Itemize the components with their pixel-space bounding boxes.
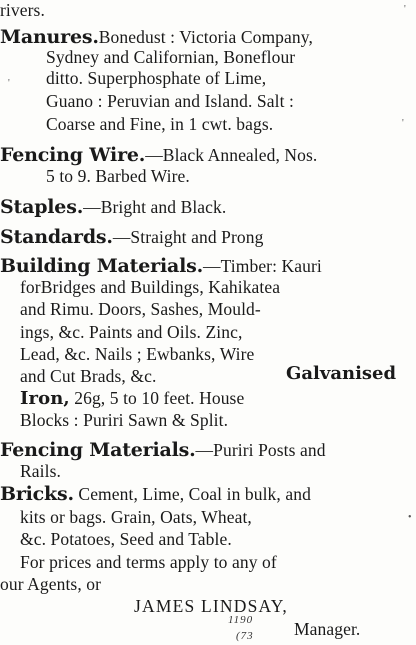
print-speck: '	[8, 78, 10, 89]
faint-stamp-mark: 1190	[228, 614, 254, 626]
staples-line-1: —Bright and Black.	[83, 197, 227, 217]
bricks-line-2: kits or bags. Grain, Oats, Wheat,	[20, 507, 252, 527]
fencing-materials-line-1: —Puriri Posts and	[195, 440, 326, 460]
building-materials-entry	[0, 256, 322, 276]
fencing-wire-line-1: —Black Annealed, Nos.	[145, 145, 318, 165]
standards-heading: Standards.	[0, 226, 113, 248]
fencing-materials-entry	[0, 440, 326, 460]
building-materials-cut-brads: and Cut Brads, &c.	[20, 366, 157, 386]
fencing-wire-heading: Fencing Wire.	[0, 144, 146, 166]
galvanised-label: Galvanised	[286, 363, 397, 384]
signature-name: JAMES LINDSAY,	[134, 596, 288, 616]
manures-heading: Manures.	[0, 26, 99, 48]
manures-line-4: Guano : Peruvian and Island. Salt :	[46, 91, 294, 111]
signature-title: Manager.	[294, 619, 361, 639]
print-speck: •	[408, 512, 412, 523]
building-materials-line-5: Lead, &c. Nails ; Ewbanks, Wire	[20, 344, 255, 364]
standards-entry	[0, 227, 263, 247]
iron-spec: 26g, 5 to 10 feet. House	[74, 388, 245, 408]
building-materials-heading: Building Materials.	[0, 255, 204, 277]
building-materials-line-4: ings, &c. Paints and Oils. Zinc,	[20, 322, 243, 342]
building-materials-line-1: —Timber: Kauri	[203, 256, 322, 276]
fencing-materials-line-2: Rails.	[20, 461, 61, 481]
manures-line-2: Sydney and Californian, Boneflour	[46, 47, 296, 67]
building-materials-line-2: forBridges and Buildings, Kahikatea	[20, 277, 281, 297]
manures-line-5: Coarse and Fine, in 1 cwt. bags.	[46, 114, 274, 134]
faint-stamp-mark: (73	[236, 630, 254, 642]
bricks-heading: Bricks.	[0, 483, 74, 505]
building-materials-line-3: and Rimu. Doors, Sashes, Mould-	[20, 299, 261, 319]
building-materials-line-6	[20, 366, 156, 386]
iron-label: Iron,	[20, 388, 70, 409]
continuation-text: rivers.	[0, 0, 45, 20]
fencing-materials-heading: Fencing Materials.	[0, 439, 196, 461]
print-speck: '	[404, 4, 406, 15]
bricks-line-3: &c. Potatoes, Seed and Table.	[20, 529, 232, 549]
manures-line-1: Bonedust : Victoria Company,	[98, 27, 313, 47]
standards-line-1: —Straight and Prong	[112, 227, 264, 247]
building-materials-line-7	[20, 388, 244, 409]
fencing-wire-entry	[0, 145, 317, 165]
staples-heading: Staples.	[0, 196, 84, 218]
manures-line-3: ditto. Superphosphate of Lime,	[46, 68, 267, 88]
print-speck: '	[402, 118, 404, 129]
bricks-entry	[0, 484, 311, 504]
closing-line-1: For prices and terms apply to any of	[20, 552, 277, 572]
fencing-wire-line-2: 5 to 9. Barbed Wire.	[46, 166, 190, 186]
staples-entry	[0, 197, 226, 217]
closing-line-2: our Agents, or	[0, 574, 102, 594]
building-materials-line-8: Blocks : Puriri Sawn & Split.	[20, 410, 229, 430]
bricks-line-1: Cement, Lime, Coal in bulk, and	[78, 484, 311, 504]
manures-entry	[0, 27, 313, 47]
